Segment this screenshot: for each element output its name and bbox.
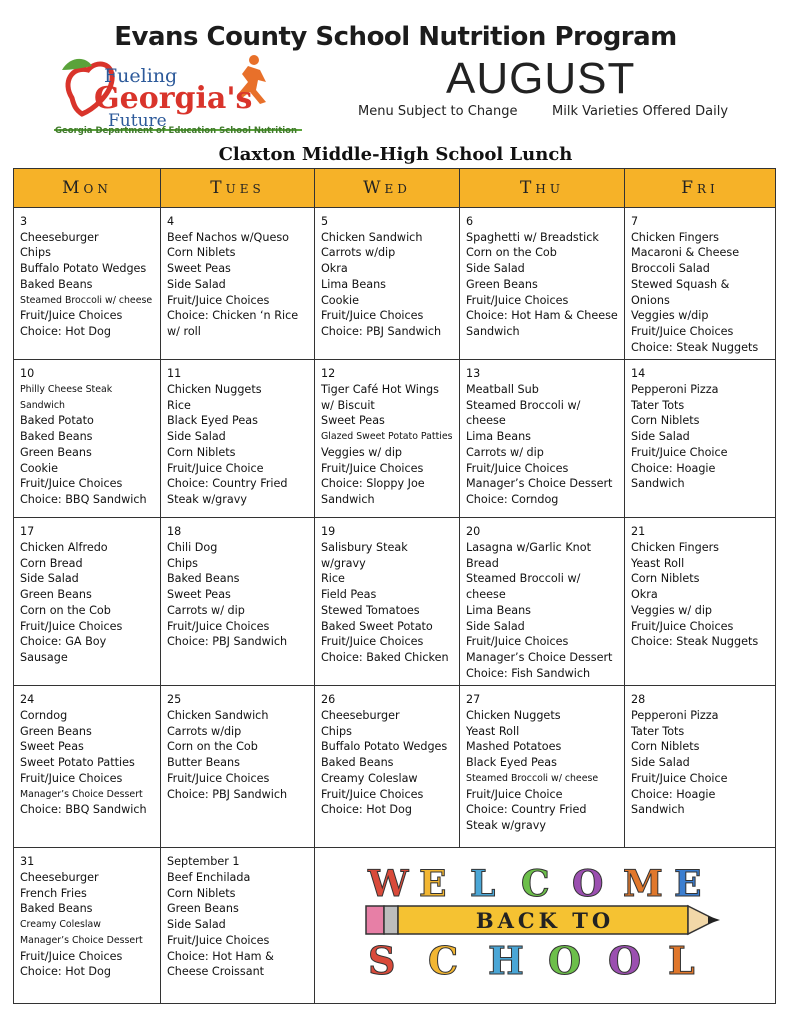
menu-item: Choice: Fish Sandwich: [466, 666, 591, 680]
menu-item: Fruit/Juice Choices: [20, 619, 123, 633]
menu-item: Choice: Hoagie Sandwich: [631, 461, 716, 491]
svg-text:Georgia's: Georgia's: [94, 81, 253, 116]
day-header-tues: Tues: [161, 169, 315, 208]
day-cell: [14, 208, 161, 360]
day-date: 7: [631, 215, 639, 228]
menu-item: Chicken Sandwich: [167, 709, 269, 723]
day-cell: [14, 848, 161, 1004]
day-cell: [315, 208, 460, 360]
menu-item: Fruit/Juice Choice: [167, 461, 264, 475]
menu-item: Green Beans: [20, 588, 92, 602]
menu-item: Veggies w/ dip: [631, 603, 713, 617]
menu-item: Sweet Peas: [20, 740, 84, 754]
menu-item: Beef Enchilada: [167, 871, 251, 885]
menu-item: Fruit/Juice Choices: [20, 309, 123, 323]
menu-calendar: [13, 168, 776, 1004]
menu-item: Corn Niblets: [167, 886, 236, 900]
menu-item: French Fries: [20, 886, 87, 900]
menu-item: Fruit/Juice Choices: [20, 949, 123, 963]
welcome-letter: S: [368, 938, 396, 983]
menu-item: Green Beans: [167, 902, 239, 916]
menu-item: Chips: [167, 556, 198, 570]
welcome-back-to-school-graphic: [360, 858, 730, 982]
menu-item: Corn on the Cob: [167, 740, 258, 754]
menu-item: Choice: Hot Ham & Cheese Sandwich: [466, 309, 618, 338]
menu-item: Side Salad: [631, 756, 690, 770]
menu-change-note: Menu Subject to Change: [358, 104, 518, 119]
svg-text:Future: Future: [108, 111, 167, 131]
menu-item: Chili Dog: [167, 541, 218, 555]
menu-item: Tater Tots: [631, 724, 685, 738]
menu-item: Chicken Sandwich: [321, 230, 423, 244]
menu-item: Manager’s Choice Dessert: [466, 650, 613, 664]
menu-item: Chicken Fingers: [631, 230, 720, 244]
menu-item: Okra: [321, 262, 348, 276]
menu-item: Choice: BBQ Sandwich: [20, 492, 147, 506]
menu-item: Choice: Hoagie Sandwich: [631, 787, 716, 817]
menu-item: Beef Nachos w/Queso: [167, 230, 290, 244]
menu-item: Black Eyed Peas: [466, 756, 557, 770]
menu-item: Manager’s Choice Dessert: [20, 788, 143, 800]
menu-item: Salisbury Steak w/gravy: [321, 541, 408, 570]
day-date: 11: [167, 367, 182, 381]
menu-item: Fruit/Juice Choices: [20, 477, 123, 491]
day-cell: [315, 518, 460, 686]
day-date: 3: [20, 215, 28, 228]
menu-item: Mashed Potatoes: [466, 740, 562, 754]
menu-item: Fruit/Juice Choices: [167, 619, 270, 633]
menu-item: Tater Tots: [631, 398, 685, 412]
day-cell: [14, 686, 161, 848]
menu-item: Buffalo Potato Wedges: [20, 262, 147, 276]
menu-item: Carrots w/dip: [321, 246, 396, 260]
svg-text:Fueling: Fueling: [104, 65, 178, 87]
menu-item: Chicken Nuggets: [167, 383, 262, 397]
menu-item: Tiger Café Hot Wings w/ Biscuit: [321, 383, 439, 412]
menu-item: Carrots w/dip: [167, 724, 242, 738]
menu-item: Fruit/Juice Choices: [167, 771, 270, 785]
menu-item: Green Beans: [20, 445, 92, 459]
day-date: 12: [321, 367, 336, 381]
menu-item: Carrots w/ dip: [167, 603, 245, 617]
day-header-wed: Wed: [315, 169, 460, 208]
day-date: 24: [20, 693, 35, 707]
menu-item: Fruit/Juice Choices: [466, 635, 569, 649]
menu-item: Side Salad: [167, 918, 226, 932]
day-date: 5: [321, 215, 329, 228]
day-date: 20: [466, 525, 481, 539]
menu-item: Chips: [321, 724, 352, 738]
back-to-text: BACK TO: [475, 908, 615, 934]
menu-item: Green Beans: [466, 277, 538, 291]
menu-item: Baked Potato: [20, 414, 94, 428]
menu-item: Carrots w/ dip: [466, 445, 544, 459]
menu-item: Field Peas: [321, 588, 377, 602]
menu-item: Creamy Coleslaw: [321, 771, 418, 785]
welcome-letter: O: [548, 938, 582, 983]
menu-item: Baked Beans: [20, 430, 93, 444]
menu-item: Corn Niblets: [631, 414, 700, 428]
menu-item: Side Salad: [20, 572, 79, 586]
menu-item: Side Salad: [167, 430, 226, 444]
day-cell: [161, 518, 315, 686]
menu-item: Creamy Coleslaw: [20, 919, 101, 931]
menu-item: Corn Niblets: [167, 246, 236, 260]
day-cell: [161, 848, 315, 1004]
menu-item: Glazed Sweet Potato Patties: [321, 431, 453, 443]
day-date: 18: [167, 525, 182, 539]
welcome-letter: C: [428, 938, 459, 983]
menu-item: Chips: [20, 246, 51, 260]
menu-item: Choice: PBJ Sandwich: [167, 787, 288, 801]
day-date: 31: [20, 855, 35, 869]
menu-item: Fruit/Juice Choice: [466, 787, 563, 801]
menu-item: Choice: Hot Dog: [20, 324, 111, 338]
day-date: 19: [321, 525, 336, 539]
menu-item: Rice: [321, 572, 345, 586]
day-date: 26: [321, 693, 336, 707]
menu-item: Baked Beans: [20, 277, 93, 291]
day-header-fri: Fri: [625, 169, 776, 208]
menu-item: Fruit/Juice Choice: [631, 445, 728, 459]
menu-item: Choice: Sloppy Joe Sandwich: [321, 477, 425, 506]
menu-item: Spaghetti w/ Breadstick: [466, 230, 599, 244]
menu-item: Side Salad: [631, 430, 690, 444]
day-date: 13: [466, 367, 481, 381]
menu-item: Fruit/Juice Choice: [631, 771, 728, 785]
menu-item: Baked Sweet Potato: [321, 619, 433, 633]
menu-item: Baked Beans: [167, 572, 240, 586]
school-title: Claxton Middle-High School Lunch: [218, 144, 573, 165]
menu-item: Choice: Country Fried Steak w/gravy: [167, 477, 288, 506]
day-cell: [460, 686, 625, 848]
menu-item: Sweet Potato Patties: [20, 756, 135, 770]
menu-item: Corn on the Cob: [466, 246, 557, 260]
day-cell: [460, 518, 625, 686]
menu-item: Fruit/Juice Choices: [631, 619, 734, 633]
menu-item: Corn Niblets: [167, 445, 236, 459]
day-header-thu: Thu: [460, 169, 625, 208]
menu-item: Corn on the Cob: [20, 603, 111, 617]
day-cell: [625, 360, 776, 518]
day-cell: [460, 360, 625, 518]
day-cell: [161, 208, 315, 360]
menu-item: Green Beans: [20, 724, 92, 738]
menu-item: Sweet Peas: [167, 262, 231, 276]
day-header-row: [14, 169, 776, 208]
menu-item: Choice: Hot Ham & Cheese Croissant: [167, 949, 274, 979]
menu-item: Fruit/Juice Choices: [321, 461, 424, 475]
day-date: 4: [167, 215, 175, 228]
milk-note: Milk Varieties Offered Daily: [552, 104, 729, 119]
menu-item: Corndog: [20, 709, 68, 723]
menu-item: Fruit/Juice Choices: [321, 787, 424, 801]
menu-item: Choice: GA Boy Sausage: [20, 635, 107, 664]
menu-item: Fruit/Juice Choices: [631, 324, 734, 338]
menu-item: Corn Niblets: [631, 572, 700, 586]
menu-item: Lima Beans: [466, 603, 531, 617]
menu-item: Baked Beans: [321, 756, 394, 770]
day-date: 21: [631, 525, 646, 539]
day-cell: [625, 208, 776, 360]
menu-item: Cheeseburger: [20, 230, 99, 244]
menu-item: Side Salad: [167, 277, 226, 291]
welcome-letter: O: [572, 863, 604, 906]
menu-item: Lima Beans: [321, 277, 386, 291]
menu-item: Fruit/Juice Choices: [167, 933, 270, 947]
menu-item: Manager’s Choice Dessert: [20, 934, 143, 946]
menu-item: Side Salad: [466, 619, 525, 633]
menu-item: Pepperoni Pizza: [631, 709, 719, 723]
menu-item: Chicken Fingers: [631, 541, 720, 555]
day-cell: [315, 360, 460, 518]
menu-item: Lima Beans: [466, 430, 531, 444]
menu-item: Baked Beans: [20, 902, 93, 916]
menu-item: Yeast Roll: [466, 724, 520, 738]
menu-item: Pepperoni Pizza: [631, 383, 719, 397]
logo-caption: Georgia Department of Education School Nutrition: [55, 126, 298, 136]
welcome-letter: L: [668, 938, 695, 983]
day-date: 25: [167, 693, 182, 707]
day-cell: [14, 518, 161, 686]
menu-item: Fruit/Juice Choices: [466, 293, 569, 307]
day-header-mon: Mon: [14, 169, 161, 208]
menu-item: Philly Cheese Steak Sandwich: [20, 384, 113, 411]
menu-item: Choice: Hot Dog: [20, 965, 111, 979]
menu-item: Fruit/Juice Choices: [321, 635, 424, 649]
welcome-letter: M: [623, 863, 663, 906]
menu-item: Cheeseburger: [321, 709, 400, 723]
day-cell: [460, 208, 625, 360]
menu-item: Veggies w/ dip: [321, 445, 403, 459]
menu-item: Steamed Broccoli w/ cheese: [466, 572, 581, 602]
day-cell: [161, 686, 315, 848]
welcome-letter: H: [488, 938, 524, 983]
menu-item: Yeast Roll: [631, 556, 685, 570]
menu-item: Side Salad: [466, 262, 525, 276]
menu-item: Chicken Alfredo: [20, 541, 108, 555]
menu-item: Sweet Peas: [321, 414, 385, 428]
day-date: 6: [466, 215, 474, 228]
day-date: 10: [20, 367, 35, 381]
menu-item: Cookie: [20, 461, 58, 475]
day-cell: [315, 686, 460, 848]
menu-item: Choice: Country Fried Steak w/gravy: [466, 803, 587, 832]
menu-item: Buffalo Potato Wedges: [321, 740, 448, 754]
menu-item: Veggies w/dip: [631, 309, 709, 323]
menu-item: Macaroni & Cheese: [631, 246, 740, 260]
menu-item: Choice: Chicken ‘n Rice w/ roll: [167, 309, 299, 338]
menu-item: Fruit/Juice Choices: [167, 293, 270, 307]
month-title: AUGUST: [446, 54, 636, 103]
welcome-letter: C: [521, 863, 550, 906]
menu-item: Butter Beans: [167, 756, 240, 770]
menu-item: Fruit/Juice Choices: [20, 771, 123, 785]
week-row: [14, 848, 776, 1004]
menu-item: Corn Bread: [20, 556, 83, 570]
day-cell: [14, 360, 161, 518]
menu-item: Broccoli Salad: [631, 262, 710, 276]
menu-item: Choice: PBJ Sandwich: [167, 635, 288, 649]
menu-item: Black Eyed Peas: [167, 414, 258, 428]
program-title: Evans County School Nutrition Program: [114, 22, 677, 52]
menu-item: Choice: BBQ Sandwich: [20, 803, 147, 817]
menu-item: Okra: [631, 588, 658, 602]
menu-item: Choice: Steak Nuggets: [631, 340, 759, 354]
day-cell: [625, 686, 776, 848]
menu-item: Cheeseburger: [20, 871, 99, 885]
menu-item: Corn Niblets: [631, 740, 700, 754]
welcome-letter: O: [608, 938, 642, 983]
day-cell: [625, 518, 776, 686]
welcome-back-cell: [315, 848, 776, 1004]
menu-item: Choice: Corndog: [466, 492, 559, 506]
menu-item: Sweet Peas: [167, 588, 231, 602]
week-row: [14, 208, 776, 360]
menu-item: Choice: Steak Nuggets: [631, 635, 759, 649]
welcome-letter: W: [368, 863, 409, 906]
menu-item: Choice: Baked Chicken: [321, 650, 449, 664]
menu-item: Steamed Broccoli w/ cheese: [20, 294, 153, 306]
menu-item: Stewed Squash & Onions: [631, 277, 730, 307]
menu-item: Choice: Hot Dog: [321, 803, 412, 817]
welcome-letter: E: [419, 863, 447, 906]
menu-item: Cookie: [321, 293, 359, 307]
week-row: [14, 686, 776, 848]
menu-item: Rice: [167, 398, 191, 412]
menu-item: Fruit/Juice Choices: [466, 461, 569, 475]
menu-item: Stewed Tomatoes: [321, 603, 420, 617]
menu-item: Chicken Nuggets: [466, 709, 561, 723]
welcome-letter: L: [470, 863, 496, 906]
day-date: 14: [631, 367, 646, 381]
menu-item: Steamed Broccoli w/ cheese: [466, 398, 581, 428]
menu-item: Lasagna w/Garlic Knot Bread: [466, 541, 592, 570]
menu-item: Fruit/Juice Choices: [321, 309, 424, 323]
menu-item: Meatball Sub: [466, 383, 539, 397]
week-row: [14, 518, 776, 686]
week-row: [14, 360, 776, 518]
day-date: 28: [631, 693, 646, 707]
menu-item: Manager’s Choice Dessert: [466, 477, 613, 491]
day-date: 17: [20, 525, 35, 539]
welcome-letter: E: [674, 863, 702, 906]
day-date: September 1: [167, 855, 240, 869]
menu-item: Choice: PBJ Sandwich: [321, 324, 442, 338]
day-cell: [161, 360, 315, 518]
menu-item: Steamed Broccoli w/ cheese: [466, 772, 599, 784]
day-date: 27: [466, 693, 481, 707]
